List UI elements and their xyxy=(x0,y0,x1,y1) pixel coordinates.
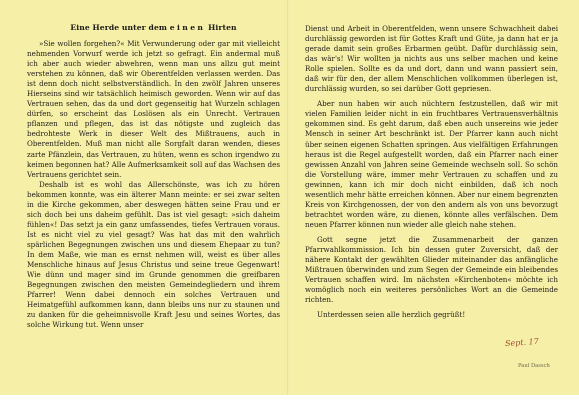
closing-greeting: Unterdessen seien alle herzlich gegrüßt! xyxy=(317,310,466,320)
article-title xyxy=(27,23,280,32)
title-part-1: Eine Herde unter dem xyxy=(70,23,168,32)
left-paragraph: »Sie wollen forgehen?« Mit Verwunderung oder gar mit vielleicht nehmenden Vorwurf werde ich jetzt so gefragt. Ein andermal muß ich aber auch wieder abwehren, wenn man uns allzu gut meint verstehen zu können, daß wir Oberentfelden verlassen werden. Das ist denn doch nicht selbstverständlich. In den zwölf Jahren unseres Hierseins sind wir tatsächlich heimisch geworden. Wenn wir auf das Vertrauen sehen, das da und dort gegenseitig hat Wurzeln schlagen dürfen, so erscheint das Loslösen als ein Unrecht. Vertrauen pflanzen und pflegen, das ist das nötigste und zugleich das bedrohteste Werk in dieser Welt des Mißtrauens, auch in Oberentfelden. Muß man nicht alle Sorgfalt daran wenden, dieses zarte Pfänzlein, das Vertrauen, zu hüten, wenn es schon irgendwo zu keimen begonnen hat? Alle Aufmerksamkeit soll auf das Wachsen des Vertrauens gerichtet sein. xyxy=(27,39,280,179)
right-paragraph: Dienst und Arbeit in Oberentfelden, wenn unsere Schwachheit dabei durchlässig geworden ist für Gottes Kraft und Güte, ja dann hat er ja gerade damit sein großes Erbarmen geübt. Dafür durchlässig sein, das wär's! Wir wollten ja nichts aus uns selber machen und keine Rolle spielen. Sollte es da und dort, dann und wann passiert sein, daß wir für den, der allem Menschlichen vollkommen überlegen ist, durchlässig wurden, so sei darüber Gott gepriesen. xyxy=(305,24,558,94)
title-part-2: Hirten xyxy=(208,23,237,32)
title-emphasis: einen xyxy=(169,23,206,32)
right-paragraph: Gott segne jetzt die Zusammenarbeit der ganzen Pfarrwahlkommission. Ich bin dessen guter Zuversicht, daß der nähere Kontakt der gewählten Glieder miteinander das anfängliche Mißtrauen überwinden und zum Segen der Gemeinde ein bleibendes Vertrauen schaffen wird. Im nächsten »Kirchenboten« möchte ich womöglich noch ein weiteres persönliches Wort an die Gemeinde richten. xyxy=(305,234,558,305)
handwritten-date: Sept. 17 xyxy=(504,336,540,349)
left-column xyxy=(27,39,280,330)
right-paragraph: Aber nun haben wir auch nüchtern festzustellen, daß wir mit vielen Familien leider nicht in ein fruchtbares Vertrauensverhältnis gekommen sind. Es geht darum, daß eben auch unsereins wie jeder Mensch in seiner Art beschränkt ist. Der Pfarrer kann auch nicht über seinen eigenen Schatten springen. Aus vielfältigen Erfahrungen heraus ist die Regel aufgestellt worden, daß ein Pfarrer nach einer gewissen Anzahl von Jahren seine Gemeinde wechseln soll. So schön die Vorstellung wäre, immer mehr Vertrauen zu schaffen und zu gewinnen, kann ich mir doch nicht einbilden, daß ich noch wesentlich mehr hätte erreichen können. Aber nur einem begrenzten Kreis von Kirchgenossen, der von den andern als von uns bevorzugt betrachtet worden wäre, zu dienen, könnte alles verfälschen. Dem neuen Pfarrer können nun wieder alle gleich nahe stehen. xyxy=(305,99,558,229)
page-fold xyxy=(287,0,289,395)
right-column xyxy=(305,24,558,320)
left-paragraph: Deshalb ist es wohl das Allerschönste, was ich zu hören bekommen konnte, was ein älterer Mann meinte: er sei zwar selten in die Kirche gekommen, aber deswegen hätten seine Frau und er sich doch bei uns daheim gefühlt. Das ist viel gesagt: »sich daheim fühlen«! Das setzt ja ein ganz umfassendes, tiefes Vertrauen voraus. Ist es nicht viel zu viel gesagt? Was hat das mit den wahrlich spärlichen Begegnungen zwischen uns und diesem Ehepaar zu tun? In dem Maße, wie man es ernst nehmen will, weist es über alles Menschliche hinaus auf Jesus Christus und seine treue Gegenwart! Wie dünn und mager sind im Grunde genommen die greifbaren Begegnungen zwischen den meisten Gemeindegliedern und ihrem Pfarrer! Wenn dabei dennoch ein solches Vertrauen und Heimatgefühl aufkommen kann, dann bleibs uns nur zu staunen und zu danken für die geheimnisvolle Kraft Jesu und seines Wortes, das solche Wirkung tut. Wenn unser xyxy=(27,179,280,330)
author-signature: Paul Dassch xyxy=(518,363,550,369)
